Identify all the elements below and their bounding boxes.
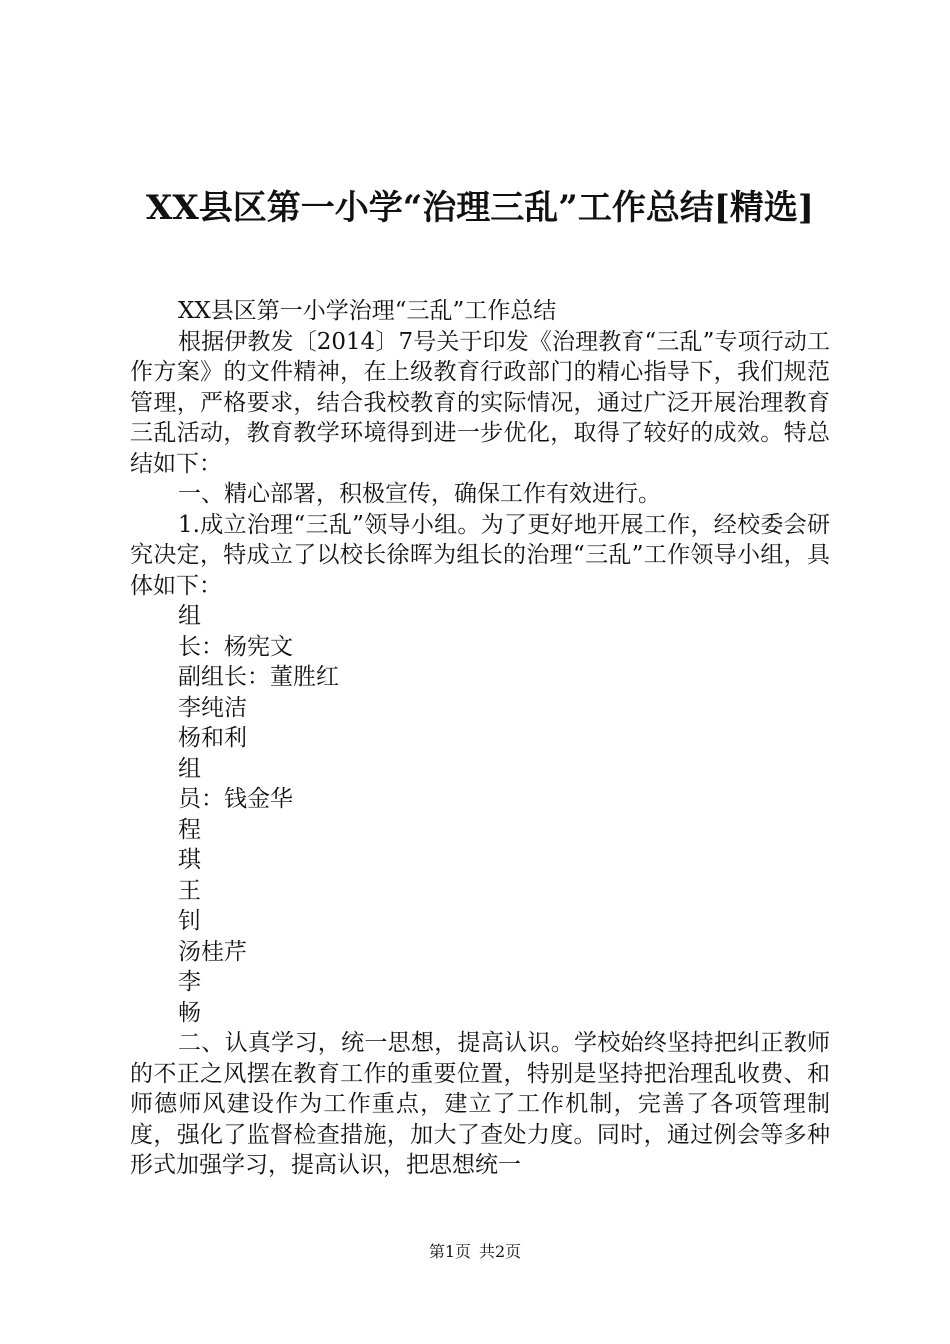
member-line: 组 [178,603,201,629]
page-footer [0,1240,950,1264]
page-number: 第1页 [428,1242,471,1261]
paragraph-section-one: 一、精心部署，积极宣传，确保工作有效进行。 [178,481,661,507]
paragraph-section-two: 二、认真学习，统一思想，提高认识。学校始终坚持把纠正教师的不正之风摆在教育工作的重要位置，特别是坚持把治理乱收费、和师德师风建设作为工作重点，建立了工作机制，完善了各项管理制度，强化了监督检查措施，加大了查处力度。同时，通过例会等多种形式加强学习，提高认识，把思想统一 [130,1030,830,1178]
member-list [130,601,830,1028]
document-title: XX县区第一小学“治理三乱”工作总结[精选] [145,188,815,228]
member-line: 长：杨宪文 [178,633,293,660]
member-line: 组 [178,755,201,782]
paragraph-leading-group: 1.成立治理“三乱”领导小组。为了更好地开展工作，经校委会研究决定，特成立了以校长徐晖为组长的治理“三乱”工作领导小组，具体如下： [130,511,830,599]
paragraph-intro: 根据伊教发〔2014〕7号关于印发《治理教育“三乱”专项行动工作方案》的文件精神，在上级教育行政部门的精心指导下，我们规范管理，严格要求，结合我校教育的实际情况，通过广泛开展治理教育三乱活动，教育教学环境得到进一步优化，取得了较好的成效。特总结如下： [130,328,830,477]
paragraph-heading: XX县区第一小学治理“三乱”工作总结 [178,298,557,324]
member-line: 畅 [178,999,201,1026]
member-line: 员：钱金华 [178,786,293,812]
member-line: 钊 [178,908,201,934]
member-line: 副组长：董胜红 [178,664,339,690]
page-total: 共2页 [479,1242,522,1261]
member-line: 杨和利 [178,725,247,751]
member-line: 李 [178,969,201,995]
member-line: 李纯洁 [178,694,247,721]
member-line: 琪 [178,847,201,873]
member-line: 程 [178,816,201,843]
member-line: 王 [178,877,201,904]
document-body [130,296,830,1181]
member-line: 汤桂芹 [178,938,247,965]
